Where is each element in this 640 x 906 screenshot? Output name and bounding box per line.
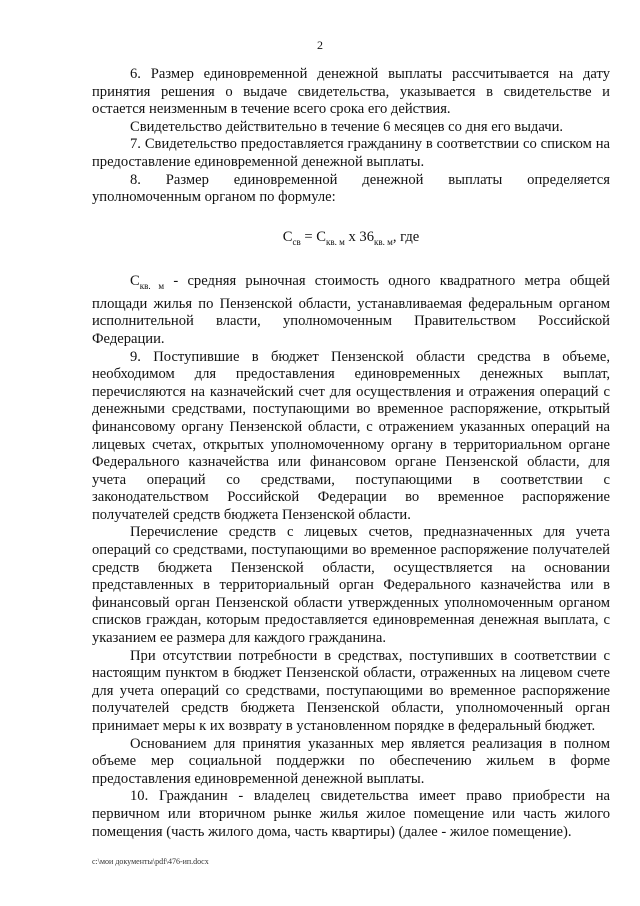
paragraph-6-validity: Свидетельство действительно в течение 6 месяцев со дня его выдачи. [130, 118, 564, 135]
formula-rhs-sub2: кв. м [373, 236, 393, 247]
definition-text: - средняя рыночная стоимость одного квадратного метра общей площади жилья по Пензенской области, устанавливаемая федеральным органом исполнительной власти, уполномоченным Правительством Российской Федерации. [92, 273, 610, 347]
footer-file-path: c:\мои документы\pdf\476-ип.docx [92, 857, 209, 866]
formula-lhs-sub: св [292, 236, 301, 247]
paragraph-6: 6. Размер единовременной денежной выплаты рассчитывается на дату принятия решения о выдаче свидетельства, указывается в свидетельстве и остается неизменным в течение всего срока его действия. [92, 66, 610, 118]
paragraph-9-transfer: Перечисление средств с лицевых счетов, предназначенных для учета операций со средствами, поступающими во временное распоряжение получателей средств бюджета Пензенской области, осуществляется на основании представленных в территориальный орган Федерального казначейства или в финансовый орган Пензенской области утвержденных уполномоченным органом списков граждан, которым предоставляется единовременная денежная выплата, с указанием ее размера для каждого гражданина. [92, 524, 610, 647]
paragraph-7: 7. Свидетельство предоставляется гражданину в соответствии со списком на предоставление единовременной денежной выплаты. [92, 136, 610, 170]
paragraph-9: 9. Поступившие в бюджет Пензенской области средства в объеме, необходимом для предоставления единовременных денежных выплат, перечисляются на казначейский счет для осуществления и отражения операций с денежными средствами, поступающими во временное распоряжение, открытый финансовому органу Пензенской области, с отражением указанных операций на лицевых счетах, открытых уполномоченному органу в территориальном органе Федерального казначейства или финансовом органе Пензенской области, для учета операций со средствами, поступающими в соответствии с законодательством Российской Федерации во временное распоряжение получателей средств бюджета Пензенской области. [92, 348, 610, 523]
page-number: 2 [317, 38, 323, 52]
paragraph-9-basis: Основанием для принятия указанных мер является реализация в полном объеме мер социальной поддержки по обеспечению жильем в форме предоставления единовременной денежной выплаты. [92, 735, 610, 787]
paragraph-10: 10. Гражданин - владелец свидетельства имеет право приобрести на первичном или вторичном рынке жилья жилое помещение или часть жилого помещения (часть жилого дома, часть квартиры) (далее - жилое помещение). [92, 788, 610, 840]
formula-definition [92, 273, 610, 348]
definition-symbol: С [130, 273, 140, 290]
formula-tail: , где [392, 228, 420, 245]
definition-symbol-sub: кв. м [139, 281, 165, 292]
formula [92, 229, 610, 252]
formula-eq: = С [300, 228, 326, 245]
paragraph-9-return: При отсутствии потребности в средствах, поступивших в соответствии с настоящим пунктом в бюджет Пензенской области, отраженных на лицевом счете для учета операций со средствами, поступающими во временное распоряжение получателей средств бюджета Пензенской области, уполномоченный орган принимает меры к их возврату в установленном порядке в федеральный бюджет. [92, 647, 610, 734]
formula-times: х 36 [344, 228, 374, 245]
formula-lhs: С [282, 228, 293, 245]
document-body [92, 66, 610, 841]
paragraph-8: 8. Размер единовременной денежной выплаты определяется уполномоченным органом по формуле: [92, 171, 610, 206]
formula-rhs-sub1: кв. м [325, 236, 345, 247]
